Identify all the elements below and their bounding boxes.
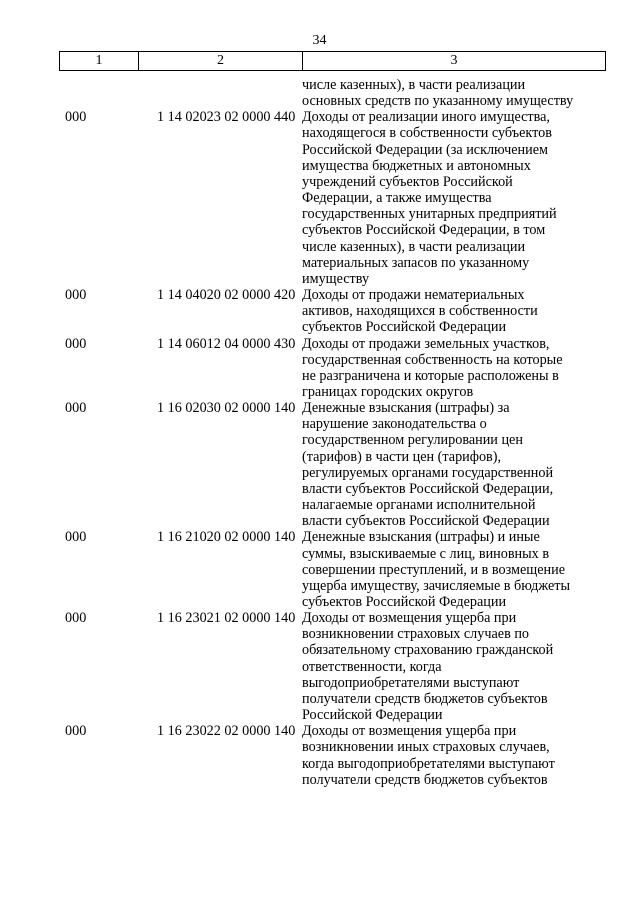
description-line: (тарифов) в части цен (тарифов), bbox=[302, 448, 502, 465]
description-line: не разграничена и которые расположены в bbox=[302, 367, 559, 384]
description-line: государственном регулировании цен bbox=[302, 432, 523, 449]
budget-code-cell: 1 16 21020 02 0000 140 bbox=[157, 529, 296, 546]
description-line: суммы, взыскиваемые с лиц, виновных в bbox=[302, 545, 550, 562]
admin-code-cell: 000 bbox=[65, 529, 87, 546]
page-number: 34 bbox=[312, 33, 327, 48]
description-cell bbox=[302, 77, 605, 109]
description-cell bbox=[302, 336, 605, 401]
description-line: границах городских округов bbox=[302, 383, 474, 400]
description-cell bbox=[302, 400, 605, 529]
budget-code-cell: 1 16 23022 02 0000 140 bbox=[157, 723, 296, 740]
table-row bbox=[59, 723, 605, 788]
table-row bbox=[59, 336, 605, 401]
description-line: возникновении иных страховых случаев, bbox=[302, 739, 550, 756]
table-header bbox=[59, 51, 606, 71]
admin-code-cell: 000 bbox=[65, 109, 87, 126]
table-row bbox=[59, 109, 605, 287]
budget-code-cell: 1 16 02030 02 0000 140 bbox=[157, 400, 296, 417]
description-line: получатели средств бюджетов субъектов bbox=[302, 771, 548, 788]
description-line: выгодоприобретателями выступают bbox=[302, 674, 520, 691]
table-row bbox=[59, 77, 605, 109]
description-line: Федерации, а также имущества bbox=[302, 190, 492, 207]
description-line: учреждений субъектов Российской bbox=[302, 173, 513, 190]
budget-code-cell bbox=[138, 77, 302, 109]
description-line: находящегося в собственности субъектов bbox=[302, 125, 552, 142]
description-cell bbox=[302, 287, 605, 335]
admin-code-cell: 000 bbox=[65, 287, 87, 304]
description-line: Доходы от возмещения ущерба при bbox=[302, 723, 517, 740]
description-line: Доходы от реализации иного имущества, bbox=[302, 109, 550, 126]
admin-code-cell bbox=[59, 77, 138, 109]
description-line: материальных запасов по указанному bbox=[302, 254, 530, 271]
description-line: имущества бюджетных и автономных bbox=[302, 157, 531, 174]
description-line: государственная собственность на которые bbox=[302, 351, 563, 368]
description-line: получатели средств бюджетов субъектов bbox=[302, 690, 548, 707]
budget-code-cell: 1 14 06012 04 0000 430 bbox=[157, 335, 296, 352]
description-cell bbox=[302, 109, 605, 287]
table-row bbox=[59, 529, 605, 610]
description-line: субъектов Российской Федерации bbox=[302, 319, 507, 336]
description-line: субъектов Российской Федерации bbox=[302, 594, 507, 610]
admin-code-cell: 000 bbox=[65, 610, 87, 627]
description-line: ответственности, когда bbox=[302, 658, 442, 675]
description-line: числе казенных), в части реализации bbox=[302, 77, 526, 93]
budget-code-cell: 1 14 04020 02 0000 420 bbox=[157, 287, 296, 304]
description-line: возникновении страховых случаев по bbox=[302, 626, 530, 643]
description-line: когда выгодоприобретателями выступают bbox=[302, 755, 555, 772]
budget-code-cell: 1 16 23021 02 0000 140 bbox=[157, 610, 296, 627]
table-body bbox=[59, 77, 605, 788]
description-line: налагаемые органами исполнительной bbox=[302, 497, 536, 514]
description-line: Доходы от продажи земельных участков, bbox=[302, 335, 550, 352]
description-line: имуществу bbox=[302, 270, 370, 287]
header-col-3: 3 bbox=[450, 53, 458, 68]
description-line: Доходы от возмещения ущерба при bbox=[302, 610, 517, 627]
description-line: активов, находящихся в собственности bbox=[302, 303, 538, 320]
description-line: регулируемых органами государственной bbox=[302, 464, 554, 481]
description-line: власти субъектов Российской Федерации bbox=[302, 513, 550, 530]
description-line: субъектов Российской Федерации, в том bbox=[302, 222, 546, 239]
header-col-2: 2 bbox=[139, 52, 303, 70]
description-cell bbox=[302, 529, 605, 610]
description-line: нарушение законодательства о bbox=[302, 416, 487, 433]
description-line: государственных унитарных предприятий bbox=[302, 206, 557, 223]
description-line: обязательному страхованию гражданской bbox=[302, 642, 554, 659]
description-line: Денежные взыскания (штрафы) и иные bbox=[302, 529, 540, 546]
admin-code-cell: 000 bbox=[65, 723, 87, 740]
admin-code-cell: 000 bbox=[65, 335, 87, 352]
description-cell bbox=[302, 723, 605, 788]
description-line: ущерба имуществу, зачисляемые в бюджеты bbox=[302, 577, 571, 594]
table-row bbox=[59, 287, 605, 335]
description-line: основных средств по указанному имуществу bbox=[302, 93, 574, 110]
description-line: числе казенных), в части реализации bbox=[302, 238, 526, 255]
header-col-1: 1 bbox=[60, 52, 139, 70]
description-line: совершении преступлений, и в возмещение bbox=[302, 561, 565, 578]
description-line: Доходы от продажи нематериальных bbox=[302, 287, 525, 304]
description-line: власти субъектов Российской Федерации, bbox=[302, 480, 554, 497]
description-line: Российской Федерации bbox=[302, 707, 443, 724]
description-cell bbox=[302, 610, 605, 723]
description-line: Денежные взыскания (штрафы) за bbox=[302, 400, 510, 417]
admin-code-cell: 000 bbox=[65, 400, 87, 417]
table-row bbox=[59, 400, 605, 529]
table-row bbox=[59, 610, 605, 723]
description-line: Российской Федерации (за исключением bbox=[302, 141, 549, 158]
budget-code-cell: 1 14 02023 02 0000 440 bbox=[157, 109, 296, 126]
